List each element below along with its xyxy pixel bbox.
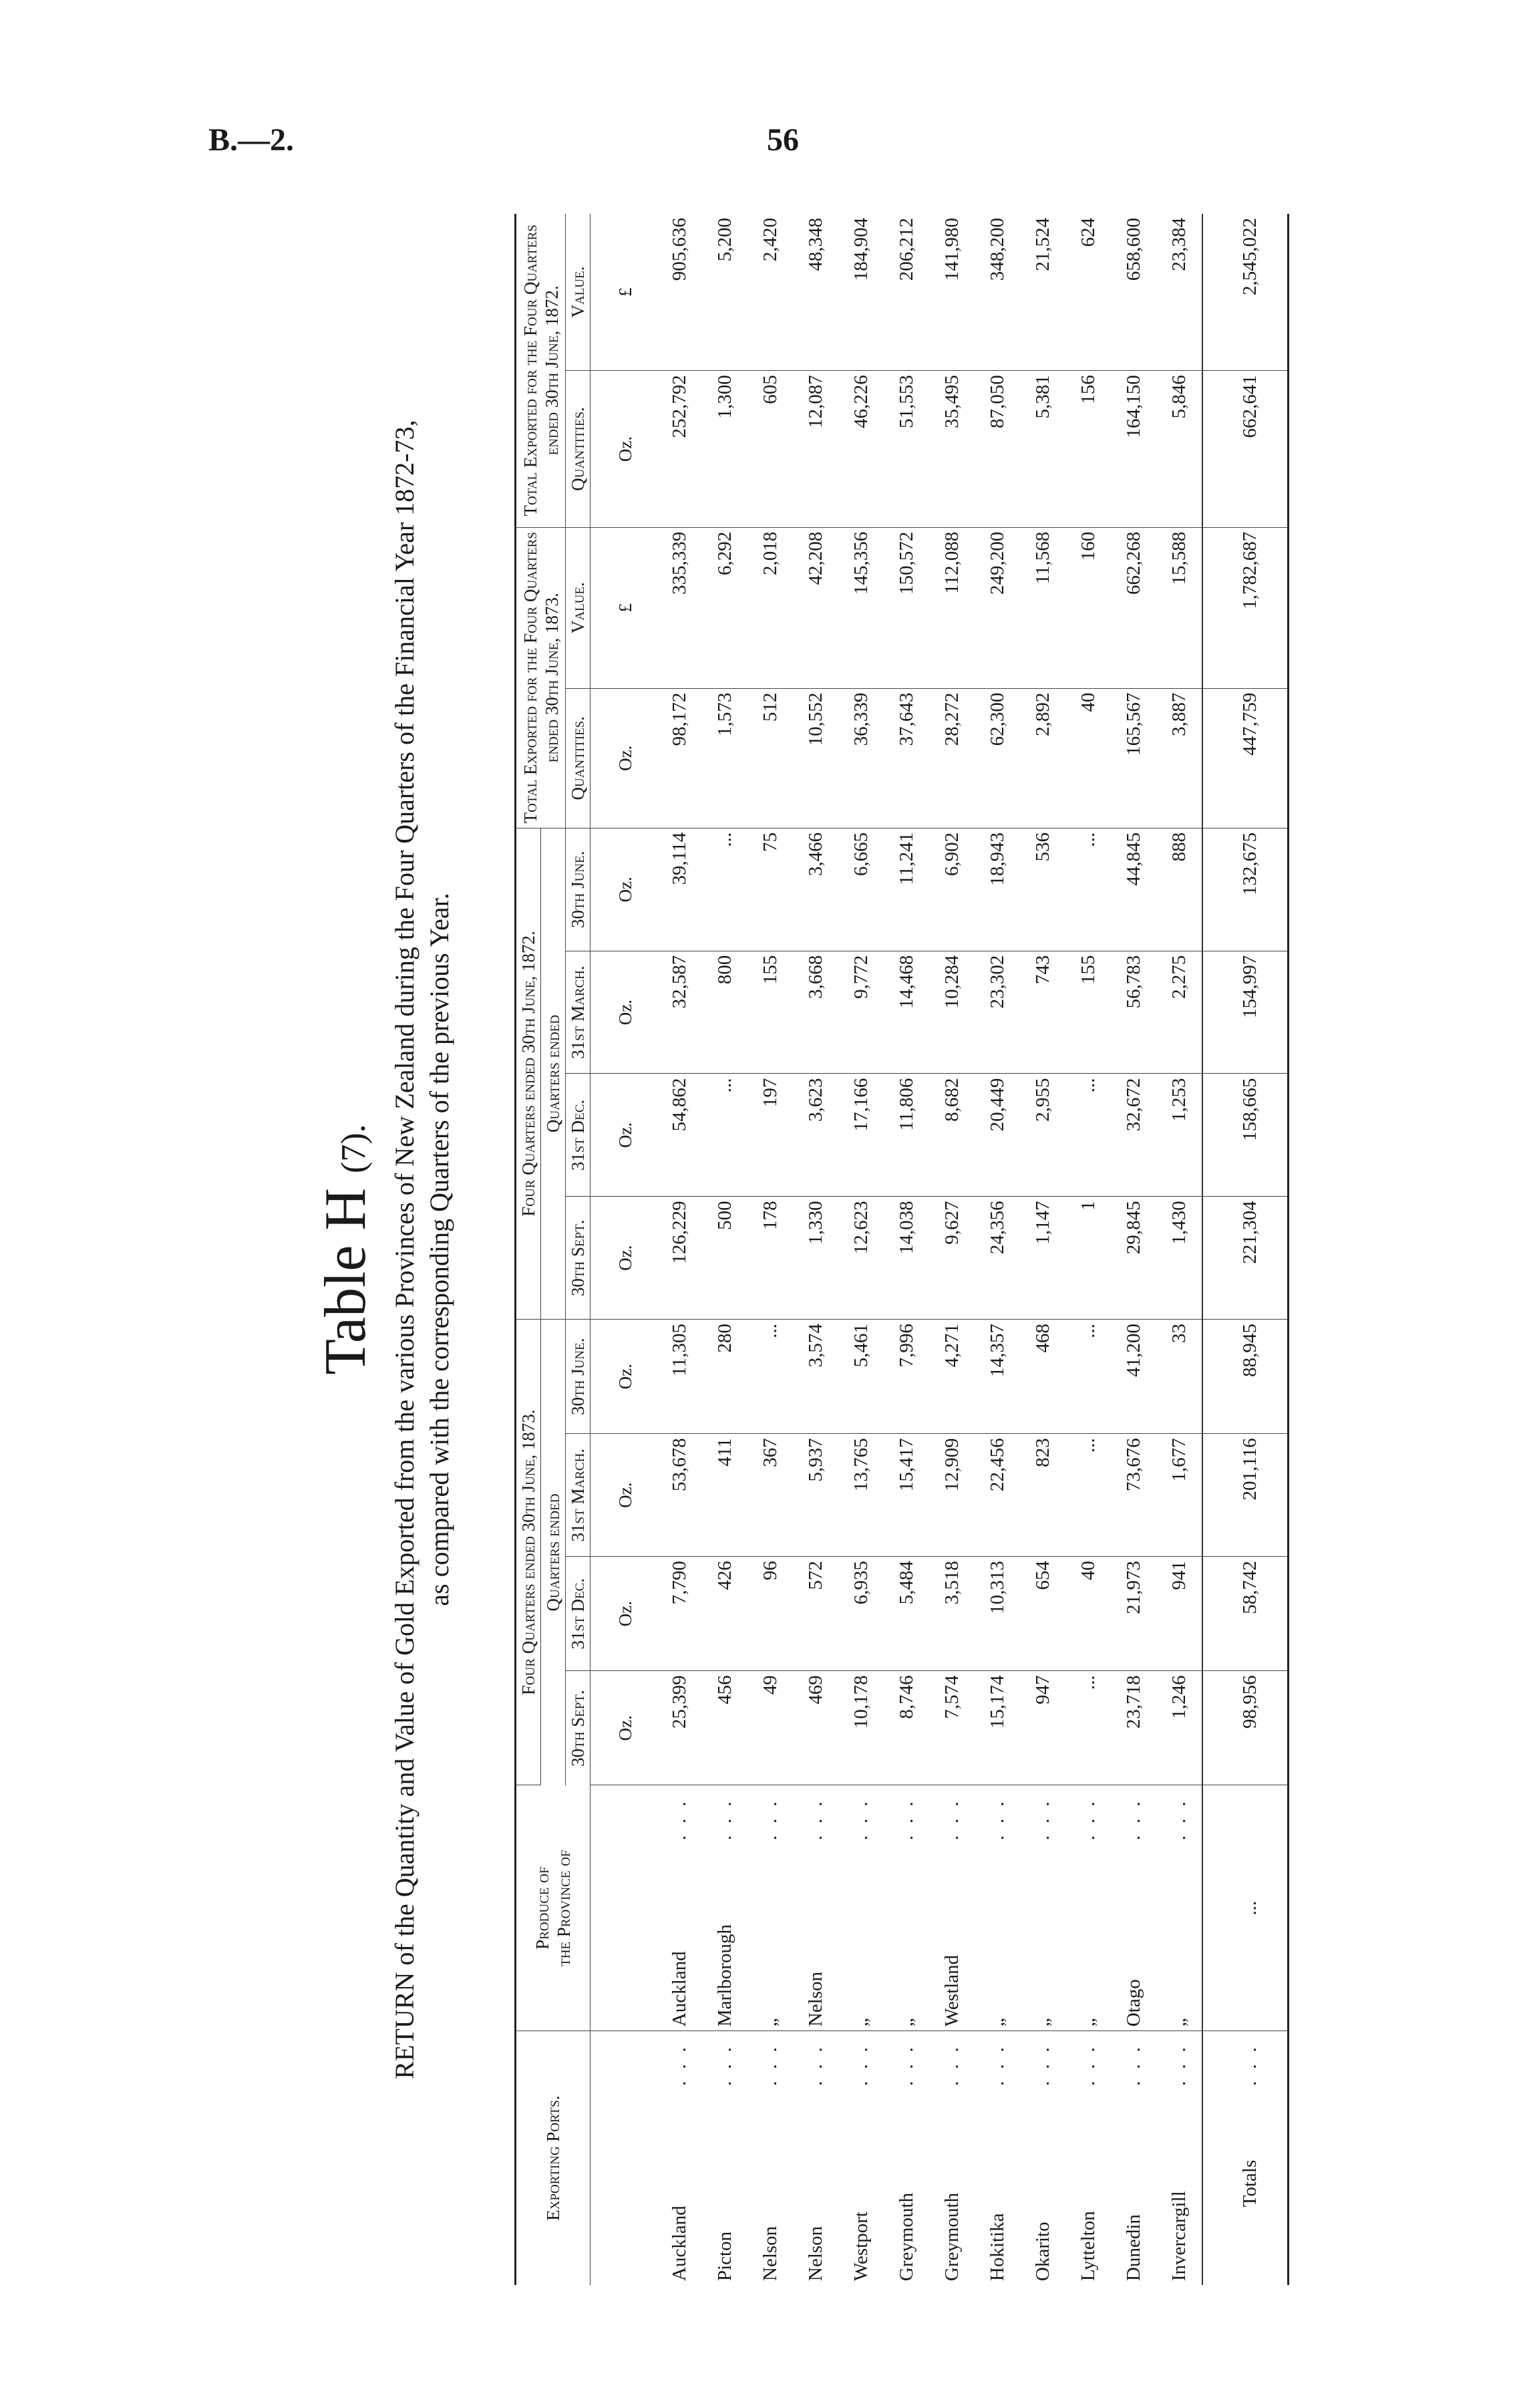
- table-body: [591, 214, 1289, 2285]
- total-1873-quantity: 1,573: [702, 688, 747, 828]
- qty-1872-q3: 155: [747, 951, 793, 1074]
- total-1872-value: 48,348: [793, 214, 838, 371]
- exporting-port: [1065, 2031, 1111, 2285]
- total-1872-value: 348,200: [975, 214, 1020, 371]
- total-1872-quantity: 5,381: [1020, 371, 1065, 528]
- province: [975, 1785, 1020, 2031]
- qty-1872-q4: 11,241: [884, 828, 929, 951]
- header-q3-1872: 31st March.: [566, 951, 591, 1074]
- header-produce-of-province: Produce of the Province of: [516, 1785, 591, 2031]
- total-1872-quantity: 87,050: [975, 371, 1020, 528]
- qty-1872-q1: 1: [1065, 1197, 1111, 1320]
- total-1872-value: 184,904: [838, 214, 884, 371]
- exporting-port-text: Picton: [713, 2231, 735, 2281]
- unit-oz: Oz.: [591, 371, 657, 528]
- qty-1873-q1: 1,246: [1156, 1671, 1202, 1785]
- qty-1873-q2: 10,313: [975, 1557, 1020, 1671]
- total-1872-value: 658,600: [1111, 214, 1156, 371]
- page-number: 56: [767, 122, 799, 158]
- qty-1872-q4: 44,845: [1111, 828, 1156, 951]
- table-row: [838, 214, 884, 2285]
- qty-1872-q1: 24,356: [975, 1197, 1020, 1320]
- total-1873-quantity: 40: [1065, 688, 1111, 828]
- exporting-port-text: Westport: [850, 2212, 872, 2281]
- table-row: [884, 214, 929, 2285]
- grand-total-1873-value: 1,782,687: [1202, 527, 1288, 688]
- qty-1873-q4: 468: [1020, 1320, 1065, 1434]
- qty-1873-q2: 5,484: [884, 1557, 929, 1671]
- province-text: „: [986, 2018, 1008, 2027]
- qty-1872-q2: 20,449: [975, 1074, 1020, 1197]
- total-1873-value: 160: [1065, 527, 1111, 688]
- province-text: „: [759, 2018, 781, 2027]
- qty-1872-q2: ...: [1065, 1074, 1111, 1197]
- leader-dots: ...: [668, 1789, 690, 1841]
- qty-1873-q2: 7,790: [657, 1557, 702, 1671]
- table-row: [657, 214, 702, 2285]
- qty-1873-q4: ...: [747, 1320, 793, 1434]
- exporting-port-text: Hokitika: [986, 2213, 1008, 2281]
- qty-1872-q2: 197: [747, 1074, 793, 1197]
- qty-1873-q3: 1,677: [1156, 1434, 1202, 1557]
- total-1873-value: 150,572: [884, 527, 929, 688]
- qty-1872-q3: 3,668: [793, 951, 838, 1074]
- leader-dots: ...: [1168, 2035, 1190, 2086]
- qty-1872-q4: 888: [1156, 828, 1202, 951]
- qty-1872-q1: 178: [747, 1197, 793, 1320]
- qty-1873-q1: 469: [793, 1671, 838, 1785]
- header-group-1873: Four Quarters ended 30th June, 1873.: [516, 1320, 541, 1785]
- qty-1873-q3: 53,678: [657, 1434, 702, 1557]
- qty-1873-q3: 13,765: [838, 1434, 884, 1557]
- province: [929, 1785, 975, 2031]
- table-title-suffix: (7).: [335, 1124, 373, 1173]
- qty-1873-q4: 14,357: [975, 1320, 1020, 1434]
- leader-dots: ...: [850, 1789, 872, 1841]
- qty-1873-q1: ...: [1065, 1671, 1111, 1785]
- total-1873-value: 2,018: [747, 527, 793, 688]
- total-1872-quantity: 12,087: [793, 371, 838, 528]
- header-row-groups: [516, 214, 541, 2285]
- unit-pound: £: [591, 527, 657, 688]
- qty-1873-q2: 96: [747, 1557, 793, 1671]
- total-1873-value: 112,088: [929, 527, 975, 688]
- qty-1872-q3: 14,468: [884, 951, 929, 1074]
- qty-1872-q1: 126,229: [657, 1197, 702, 1320]
- qty-1873-q1: 10,178: [838, 1671, 884, 1785]
- province: [793, 1785, 838, 2031]
- leader-dots: ...: [1031, 1789, 1053, 1841]
- leader-dots: ...: [986, 2035, 1008, 2086]
- leader-dots: ...: [1122, 1789, 1144, 1841]
- total-1873-quantity: 512: [747, 688, 793, 828]
- header-quantities-1873: Quantities.: [566, 688, 591, 828]
- province: [1156, 1785, 1202, 2031]
- total-1873-quantity: 98,172: [657, 688, 702, 828]
- header-quantities-1872: Quantities.: [566, 371, 591, 528]
- qty-1872-q4: 18,943: [975, 828, 1020, 951]
- total-1873-quantity: 3,887: [1156, 688, 1202, 828]
- leader-dots: ...: [895, 2035, 917, 2086]
- exporting-port-text: Invercargill: [1168, 2191, 1190, 2281]
- table-row: [929, 214, 975, 2285]
- total-1872-value: 141,980: [929, 214, 975, 371]
- qty-1872-q1: 12,623: [838, 1197, 884, 1320]
- qty-1872-q2: 54,862: [657, 1074, 702, 1197]
- header-q2-1872: 31st Dec.: [566, 1074, 591, 1197]
- leader-dots: ...: [1168, 1789, 1190, 1841]
- leader-dots: ...: [804, 1789, 826, 1841]
- total-1873-quantity: 28,272: [929, 688, 975, 828]
- total-1873-quantity: 62,300: [975, 688, 1020, 828]
- units-blank: [591, 2031, 657, 2285]
- leader-dots: ...: [713, 1789, 735, 1841]
- qty-1872-q4: 6,902: [929, 828, 975, 951]
- leader-dots: ...: [713, 2035, 735, 2086]
- total-1872-q2: 158,665: [1202, 1074, 1288, 1197]
- total-1873-quantity: 2,892: [1020, 688, 1065, 828]
- page-reference: B.—2.: [208, 122, 295, 158]
- header-quarters-ended-1872: Quarters ended: [541, 828, 566, 1319]
- qty-1872-q3: 2,275: [1156, 951, 1202, 1074]
- exporting-port: [838, 2031, 884, 2285]
- qty-1873-q4: 3,574: [793, 1320, 838, 1434]
- title-block: [314, 214, 508, 2285]
- qty-1872-q3: 32,587: [657, 951, 702, 1074]
- total-1872-quantity: 51,553: [884, 371, 929, 528]
- exporting-port-text: Greymouth: [941, 2192, 963, 2281]
- exporting-port: [884, 2031, 929, 2285]
- leader-dots: ...: [986, 1789, 1008, 1841]
- table-title: Table H (7).: [313, 1124, 378, 1375]
- grand-total-1872-quantity: 662,641: [1202, 371, 1288, 528]
- qty-1873-q1: 15,174: [975, 1671, 1020, 1785]
- qty-1872-q2: 3,623: [793, 1074, 838, 1197]
- unit-oz: Oz.: [591, 1671, 657, 1785]
- header-total-1872: Total Exported for the Four Quarters ended 30th June, 1872.: [516, 214, 566, 527]
- qty-1873-q3: 411: [702, 1434, 747, 1557]
- header-total-1873: Total Exported for the Four Quarters ended 30th June, 1873.: [516, 527, 566, 828]
- total-1872-q1: 221,304: [1202, 1197, 1288, 1320]
- header-q1-1872: 30th Sept.: [566, 1197, 591, 1320]
- qty-1872-q4: 3,466: [793, 828, 838, 951]
- qty-1872-q4: 75: [747, 828, 793, 951]
- qty-1872-q2: 1,253: [1156, 1074, 1202, 1197]
- total-1873-q3: 201,116: [1202, 1434, 1288, 1557]
- exporting-port: [657, 2031, 702, 2285]
- qty-1872-q4: ...: [1065, 828, 1111, 951]
- leader-dots: ...: [1122, 2035, 1144, 2086]
- total-1872-value: 2,420: [747, 214, 793, 371]
- qty-1872-q3: 56,783: [1111, 951, 1156, 1074]
- qty-1873-q2: 21,973: [1111, 1557, 1156, 1671]
- total-1873-quantity: 36,339: [838, 688, 884, 828]
- qty-1873-q2: 426: [702, 1557, 747, 1671]
- qty-1872-q1: 1,330: [793, 1197, 838, 1320]
- header-q1-1873: 30th Sept.: [566, 1671, 591, 1785]
- qty-1872-q2: 32,672: [1111, 1074, 1156, 1197]
- qty-1873-q3: 12,909: [929, 1434, 975, 1557]
- exporting-port: [1111, 2031, 1156, 2285]
- qty-1873-q3: 15,417: [884, 1434, 929, 1557]
- qty-1873-q4: 5,461: [838, 1320, 884, 1434]
- total-1872-quantity: 5,846: [1156, 371, 1202, 528]
- qty-1873-q3: 73,676: [1111, 1434, 1156, 1557]
- table-row: [1065, 214, 1111, 2285]
- total-1873-value: 11,568: [1020, 527, 1065, 688]
- qty-1873-q1: 7,574: [929, 1671, 975, 1785]
- totals-row: [1202, 214, 1288, 2285]
- qty-1873-q1: 456: [702, 1671, 747, 1785]
- qty-1872-q1: 9,627: [929, 1197, 975, 1320]
- qty-1872-q2: 11,806: [884, 1074, 929, 1197]
- qty-1873-q2: 40: [1065, 1557, 1111, 1671]
- header-q2-1873: 31st Dec.: [566, 1557, 591, 1671]
- units-row: [591, 214, 657, 2285]
- total-1872-quantity: 156: [1065, 371, 1111, 528]
- header-exporting-ports: Exporting Ports.: [516, 2031, 591, 2285]
- total-1873-q4: 88,945: [1202, 1320, 1288, 1434]
- province: [657, 1785, 702, 2031]
- total-1873-value: 145,356: [838, 527, 884, 688]
- leader-dots: ...: [941, 1789, 963, 1841]
- qty-1872-q4: 536: [1020, 828, 1065, 951]
- province-text: „: [1168, 2018, 1190, 2027]
- province-text: „: [895, 2018, 917, 2027]
- exporting-port: [793, 2031, 838, 2285]
- exporting-port-text: Dunedin: [1122, 2214, 1144, 2281]
- qty-1873-q3: 367: [747, 1434, 793, 1557]
- qty-1872-q2: 2,955: [1020, 1074, 1065, 1197]
- qty-1872-q3: 155: [1065, 951, 1111, 1074]
- unit-oz: Oz.: [591, 1197, 657, 1320]
- total-1873-value: 335,339: [657, 527, 702, 688]
- qty-1873-q4: 33: [1156, 1320, 1202, 1434]
- leader-dots: ...: [1077, 1789, 1099, 1841]
- total-1872-quantity: 164,150: [1111, 371, 1156, 528]
- unit-oz: Oz.: [591, 828, 657, 951]
- leader-dots: ...: [850, 2035, 872, 2086]
- exporting-port: [929, 2031, 975, 2285]
- total-1873-q1: 98,956: [1202, 1671, 1288, 1785]
- leader-dots: ...: [759, 2035, 781, 2086]
- exporting-port-text: Okarito: [1031, 2222, 1053, 2281]
- unit-pound: £: [591, 214, 657, 371]
- qty-1873-q2: 3,518: [929, 1557, 975, 1671]
- total-1872-value: 206,212: [884, 214, 929, 371]
- qty-1872-q1: 14,038: [884, 1197, 929, 1320]
- province: [747, 1785, 793, 2031]
- qty-1873-q2: 941: [1156, 1557, 1202, 1671]
- total-1872-value: 905,636: [657, 214, 702, 371]
- total-1873-value: 6,292: [702, 527, 747, 688]
- total-1873-quantity: 10,552: [793, 688, 838, 828]
- qty-1873-q3: ...: [1065, 1434, 1111, 1557]
- rotated-table-section: [314, 214, 1490, 2285]
- province: [838, 1785, 884, 2031]
- province-text: Otago: [1122, 1979, 1144, 2027]
- qty-1873-q2: 572: [793, 1557, 838, 1671]
- total-1872-q4: 132,675: [1202, 828, 1288, 951]
- qty-1872-q1: 1,430: [1156, 1197, 1202, 1320]
- qty-1873-q4: 280: [702, 1320, 747, 1434]
- total-1872-value: 5,200: [702, 214, 747, 371]
- caption-line-1: RETURN of the Quantity and Value of Gold Exported from the various Provinces of New Zealand during the Four Quarters of the Financial Year 1872-73,: [389, 420, 419, 2079]
- qty-1872-q3: 9,772: [838, 951, 884, 1074]
- grand-total-1873-quantity: 447,759: [1202, 688, 1288, 828]
- unit-oz: Oz.: [591, 1557, 657, 1671]
- province: [1111, 1785, 1156, 2031]
- table-row: [1156, 214, 1202, 2285]
- total-1873-q2: 58,742: [1202, 1557, 1288, 1671]
- total-1872-value: 624: [1065, 214, 1111, 371]
- exporting-port-text: Greymouth: [895, 2192, 917, 2281]
- total-1872-quantity: 605: [747, 371, 793, 528]
- header-q3-1873: 31st March.: [566, 1434, 591, 1557]
- qty-1872-q1: 1,147: [1020, 1197, 1065, 1320]
- leader-dots: ...: [668, 2035, 690, 2086]
- exporting-port: [1020, 2031, 1065, 2285]
- province: [884, 1785, 929, 2031]
- province-text: Nelson: [804, 1971, 826, 2027]
- qty-1873-q3: 22,456: [975, 1434, 1020, 1557]
- province-text: „: [850, 2018, 872, 2027]
- caption-line-2: as compared with the corresponding Quarters of the previous Year.: [424, 893, 454, 1606]
- total-1872-quantity: 35,495: [929, 371, 975, 528]
- total-1872-quantity: 1,300: [702, 371, 747, 528]
- total-1873-value: 249,200: [975, 527, 1020, 688]
- qty-1872-q4: 39,114: [657, 828, 702, 951]
- qty-1873-q1: 25,399: [657, 1671, 702, 1785]
- total-1873-value: 662,268: [1111, 527, 1156, 688]
- header-value-1872: Value.: [566, 214, 591, 371]
- leader-dots: ...: [1031, 2035, 1053, 2086]
- exporting-port: [1156, 2031, 1202, 2285]
- qty-1873-q1: 23,718: [1111, 1671, 1156, 1785]
- leader-dots: ...: [941, 2035, 963, 2086]
- province: [1065, 1785, 1111, 2031]
- header-group-1872: Four Quarters ended 30th June, 1872.: [516, 828, 541, 1319]
- qty-1873-q3: 823: [1020, 1434, 1065, 1557]
- table-row: [793, 214, 838, 2285]
- leader-dots: ...: [1077, 2035, 1099, 2086]
- exporting-port-text: Auckland: [668, 2206, 690, 2281]
- province-text: Westland: [941, 1954, 963, 2027]
- gold-export-table: [514, 214, 1289, 2285]
- province-text: Marlborough: [713, 1924, 735, 2027]
- header-value-1873: Value.: [566, 527, 591, 688]
- unit-oz: Oz.: [591, 1434, 657, 1557]
- qty-1873-q4: 41,200: [1111, 1320, 1156, 1434]
- qty-1873-q4: 4,271: [929, 1320, 975, 1434]
- exporting-port: [747, 2031, 793, 2285]
- qty-1872-q2: ...: [702, 1074, 747, 1197]
- qty-1872-q3: 743: [1020, 951, 1065, 1074]
- header-quarters-ended-1873: Quarters ended: [541, 1320, 566, 1785]
- qty-1873-q2: 654: [1020, 1557, 1065, 1671]
- qty-1873-q3: 5,937: [793, 1434, 838, 1557]
- qty-1872-q2: 8,682: [929, 1074, 975, 1197]
- table-row: [747, 214, 793, 2285]
- leader-dots: ...: [895, 1789, 917, 1841]
- table-row: [975, 214, 1020, 2285]
- qty-1872-q3: 800: [702, 951, 747, 1074]
- table-row: [702, 214, 747, 2285]
- qty-1873-q2: 6,935: [838, 1557, 884, 1671]
- total-1872-q3: 154,997: [1202, 951, 1288, 1074]
- units-blank: [591, 1785, 657, 2031]
- province: [702, 1785, 747, 2031]
- unit-oz: Oz.: [591, 951, 657, 1074]
- totals-label: [1202, 2031, 1288, 2285]
- table-row: [1111, 214, 1156, 2285]
- totals-province: ...: [1202, 1785, 1288, 2031]
- qty-1872-q3: 10,284: [929, 951, 975, 1074]
- province-text: „: [1077, 2018, 1099, 2027]
- total-1873-value: 15,588: [1156, 527, 1202, 688]
- unit-oz: Oz.: [591, 1074, 657, 1197]
- qty-1872-q4: 6,665: [838, 828, 884, 951]
- qty-1872-q3: 23,302: [975, 951, 1020, 1074]
- header-q4-1872: 30th June.: [566, 828, 591, 951]
- qty-1872-q2: 17,166: [838, 1074, 884, 1197]
- total-1872-value: 23,384: [1156, 214, 1202, 371]
- leader-dots: ...: [759, 1789, 781, 1841]
- total-1872-quantity: 252,792: [657, 371, 702, 528]
- province-text: „: [1031, 2018, 1053, 2027]
- exporting-port-text: Nelson: [759, 2226, 781, 2281]
- qty-1873-q4: 11,305: [657, 1320, 702, 1434]
- qty-1873-q1: 8,746: [884, 1671, 929, 1785]
- province-text: Auckland: [668, 1951, 690, 2027]
- exporting-port: [702, 2031, 747, 2285]
- total-1872-quantity: 46,226: [838, 371, 884, 528]
- qty-1873-q1: 49: [747, 1671, 793, 1785]
- province: [1020, 1785, 1065, 2031]
- exporting-port-text: Nelson: [804, 2226, 826, 2281]
- table-row: [1020, 214, 1065, 2285]
- qty-1873-q1: 947: [1020, 1671, 1065, 1785]
- total-1873-value: 42,208: [793, 527, 838, 688]
- qty-1873-q4: 7,996: [884, 1320, 929, 1434]
- qty-1873-q4: ...: [1065, 1320, 1111, 1434]
- leader-dots: ...: [804, 2035, 826, 2086]
- unit-oz: Oz.: [591, 1320, 657, 1434]
- exporting-port: [975, 2031, 1020, 2285]
- leader-dots: ...: [1238, 2035, 1260, 2086]
- qty-1872-q1: 500: [702, 1197, 747, 1320]
- total-1872-value: 21,524: [1020, 214, 1065, 371]
- exporting-port-text: Lyttelton: [1077, 2211, 1099, 2281]
- total-1873-quantity: 165,567: [1111, 688, 1156, 828]
- qty-1872-q4: ...: [702, 828, 747, 951]
- grand-total-1872-value: 2,545,022: [1202, 214, 1288, 371]
- header-q4-1873: 30th June.: [566, 1320, 591, 1434]
- totals-label-text: Totals: [1238, 2159, 1260, 2208]
- unit-oz: Oz.: [591, 688, 657, 828]
- total-1873-quantity: 37,643: [884, 688, 929, 828]
- qty-1872-q1: 29,845: [1111, 1197, 1156, 1320]
